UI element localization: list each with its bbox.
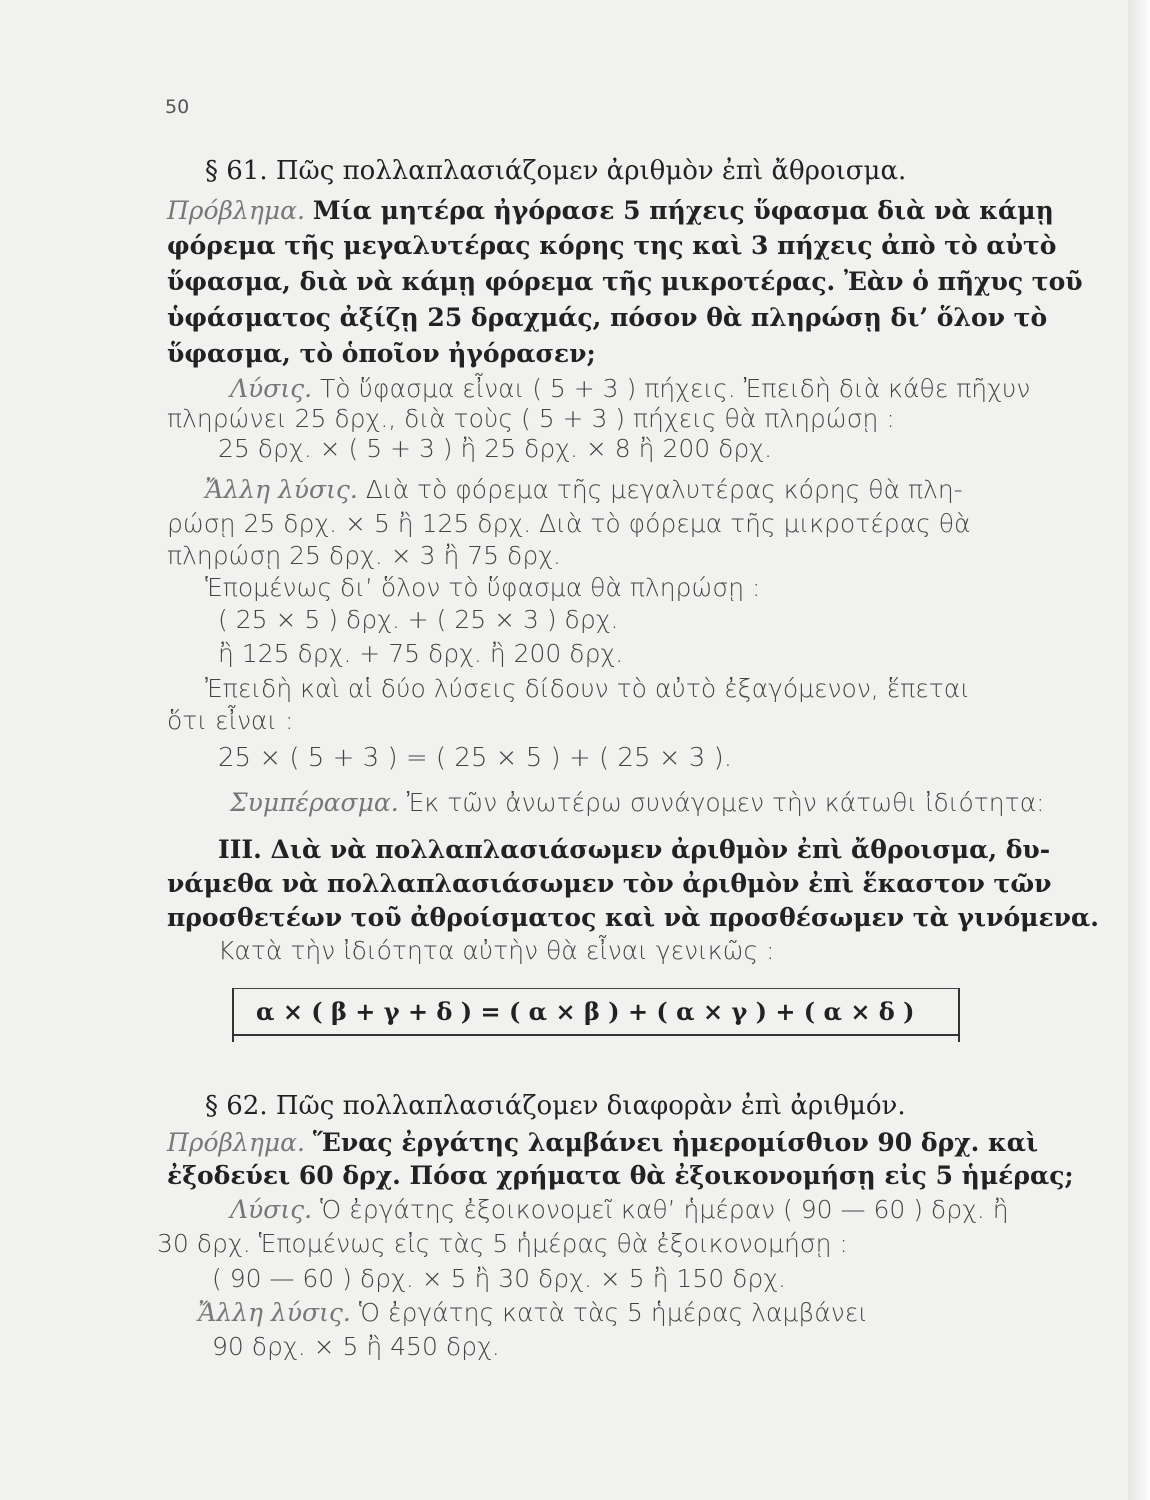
solution-61-line-2: πληρώνει 25 δρχ., διὰ τοὺς ( 5 + 3 ) πήχεις θὰ πληρώσῃ : — [167, 404, 895, 433]
problem-61-line-2: φόρεμα τῆς μεγαλυτέρας κόρης της καὶ 3 πήχεις ἀπὸ τὸ αὐτὸ — [167, 231, 1057, 260]
formula-box — [232, 988, 960, 1042]
problem-text: Ἕνας ἐργάτης λαμβάνει ἡμερομίσθιον 90 δρχ. καὶ — [312, 1128, 1039, 1157]
problem-61-line-5: ὕφασμα, τὸ ὁποῖον ἠγόρασεν; — [167, 339, 596, 368]
conclusion-line — [230, 787, 1045, 819]
solution-text: Τὸ ὕφασμα εἶναι ( 5 + 3 ) πήχεις. Ἐπειδὴ διὰ κάθε πῆχυν — [320, 374, 1031, 403]
problem-61-line-1 — [167, 195, 1054, 227]
alt-solution-text: Ὁ ἐργάτης κατὰ τὰς 5 ἡμέρας λαμβάνει — [358, 1298, 868, 1327]
general-line: Κατὰ τὴν ἰδιότητα αὐτὴν θὰ εἶναι γενικῶς : — [218, 936, 775, 965]
problem-text: Μία μητέρα ἠγόρασε 5 πήχεις ὕφασμα διὰ νὰ κάμῃ — [312, 196, 1054, 225]
alt-solution-61-line-6: ἢ 125 δρχ. + 75 δρχ. ἢ 200 δρχ. — [218, 639, 624, 668]
solution-61-line-3: 25 δρχ. × ( 5 + 3 ) ἢ 25 δρχ. × 8 ἢ 200 δρχ. — [218, 434, 773, 463]
alt-solution-61-line-1 — [205, 474, 963, 506]
problem-62-line-2: ἐξοδεύει 60 δρχ. Πόσα χρήματα θὰ ἐξοικονομήσῃ εἰς 5 ἡμέρας; — [167, 1161, 1074, 1190]
conclusion-label: Συμπέρασμα. — [230, 788, 399, 817]
alt-solution-61-line-2: ρώσῃ 25 δρχ. × 5 ἢ 125 δρχ. Διὰ τὸ φόρεμα τῆς μικροτέρας θὰ — [167, 509, 971, 538]
solution-label: Λύσις. — [230, 1195, 313, 1224]
general-formula: α × ( β + γ + δ ) = ( α × β ) + ( α × γ ) + ( α × δ ) — [256, 997, 915, 1026]
rule-line-3: προσθετέων τοῦ ἀθροίσματος καὶ νὰ προσθέσωμεν τὰ γινόμενα. — [167, 903, 1099, 932]
alt-solution-61-line-4: Ἑπομένως δι’ ὅλον τὸ ὕφασμα θὰ πληρώσῃ : — [205, 573, 761, 602]
alt-solution-61-line-3: πληρώσῃ 25 δρχ. × 3 ἢ 75 δρχ. — [167, 541, 561, 570]
alt-solution-62-line-1 — [198, 1297, 868, 1329]
alt-solution-text: Διὰ τὸ φόρεμα τῆς μεγαλυτέρας κόρης θὰ πλη- — [365, 475, 963, 504]
rule-line-1: ΙΙΙ. Διὰ νὰ πολλαπλασιάσωμεν ἀριθμὸν ἐπὶ ἄθροισμα, δυ- — [218, 835, 1051, 864]
since-line-2: ὅτι εἶναι : — [167, 706, 294, 735]
section-61-heading: § 61. Πῶς πολλαπλασιάζομεν ἀριθμὸν ἐπὶ ἄθροισμα. — [205, 156, 907, 186]
solution-text: Ὁ ἐργάτης ἐξοικονομεῖ καθ’ ἡμέραν ( 90 — 60 ) δρχ. ἢ — [320, 1195, 1009, 1224]
alt-solution-label: Ἄλλη λύσις. — [205, 475, 358, 504]
section-62-heading: § 62. Πῶς πολλαπλασιάζομεν διαφορὰν ἐπὶ ἀριθμόν. — [205, 1091, 906, 1121]
equation: 25 × ( 5 + 3 ) = ( 25 × 5 ) + ( 25 × 3 ). — [218, 743, 733, 773]
problem-61-line-3: ὕφασμα, διὰ νὰ κάμῃ φόρεμα τῆς μικροτέρας. Ἐὰν ὁ πῆχυς τοῦ — [167, 267, 1083, 296]
problem-61-line-4: ὑφάσματος ἀξίζῃ 25 δραχμάς, πόσον θὰ πληρώσῃ δι’ ὅλον τὸ — [167, 303, 1048, 332]
formula-underline — [234, 1034, 958, 1036]
rule-line-2: νάμεθα νὰ πολλαπλασιάσωμεν τὸν ἀριθμὸν ἐπὶ ἕκαστον τῶν — [167, 869, 1052, 898]
alt-solution-62-line-2: 90 δρχ. × 5 ἢ 450 δρχ. — [212, 1332, 500, 1361]
solution-62-line-1 — [230, 1194, 1009, 1226]
conclusion-text: Ἐκ τῶν ἀνωτέρω συνάγομεν τὴν κάτωθι ἰδιότητα: — [406, 788, 1045, 817]
page-number: 50 — [165, 96, 190, 118]
since-line-1: Ἐπειδὴ καὶ αἱ δύο λύσεις δίδουν τὸ αὐτὸ ἐξαγόμενον, ἕπεται — [205, 674, 970, 703]
solution-62-line-3: ( 90 — 60 ) δρχ. × 5 ἢ 30 δρχ. × 5 ἢ 150 δρχ. — [212, 1264, 786, 1293]
alt-solution-61-line-5: ( 25 × 5 ) δρχ. + ( 25 × 3 ) δρχ. — [218, 605, 619, 634]
problem-62-line-1 — [167, 1127, 1038, 1159]
solution-label: Λύσις. — [230, 374, 313, 403]
solution-62-line-2: 30 δρχ. Ἑπομένως εἰς τὰς 5 ἡμέρας θὰ ἐξοικονομήσῃ : — [157, 1229, 848, 1258]
solution-61-line-1 — [230, 373, 1030, 405]
problem-label: Πρόβλημα. — [167, 196, 305, 225]
page-spine-shadow — [1128, 0, 1150, 1500]
alt-solution-label: Ἄλλη λύσις. — [198, 1298, 351, 1327]
problem-label: Πρόβλημα. — [167, 1128, 305, 1157]
